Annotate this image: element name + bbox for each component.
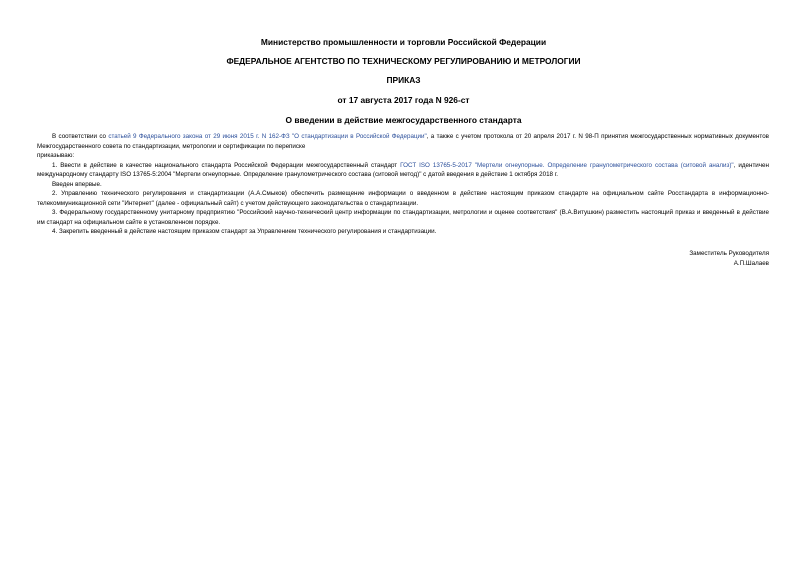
order-word: приказываю: [37, 152, 75, 159]
document-type: ПРИКАЗ [386, 75, 421, 85]
introduced-first-note: Введен впервые. [52, 180, 102, 188]
ministry-name: Министерство промышленности и торговли Российской Федерации [260, 37, 547, 47]
preamble-text: В соответствии со [52, 133, 109, 140]
preamble-text-continued: , а также с учетом протокола от 20 апреля 2017 г. N 98-П принятия межгосударственных нормативных документов Межгосударственного совета по стандартизации, метрологии и сертификации по переписке [37, 133, 770, 150]
item-2-paragraph: 2. Управлению технического регулирования и стандартизации (А.А.Смыков) обеспечить размещение информации о введенном в действие настоящим приказом стандарте на официальном сайте Росстандарта в информационно-телекоммуникационной сети "Интернет" (далее - официальный сайт) с учетом действующего законодательства о стандартизации. [37, 190, 769, 207]
federal-law-link[interactable]: статьей 9 Федерального закона от 29 июня 2015 г. N 162-ФЗ "О стандартизации в Российской Федерации" [108, 133, 427, 140]
document-date-number: от 17 августа 2017 года N 926-ст [337, 95, 470, 105]
agency-name: ФЕДЕРАЛЬНОЕ АГЕНТСТВО ПО ТЕХНИЧЕСКОМУ РЕГУЛИРОВАНИЮ И МЕТРОЛОГИИ [226, 56, 581, 66]
signatory-name: А.П.Шалаев [733, 259, 769, 267]
item-4-paragraph: 4. Закрепить введенный в действие настоящим приказом стандарт за Управлением технического регулирования и стандартизации. [52, 228, 437, 235]
item-1-paragraph [37, 161, 769, 180]
signature-block [689, 249, 769, 268]
item-1-text-continued: , идентичен международному стандарту ISO 13765-5:2004 "Мертели огнеупорные. Определение гранулометрического состава (ситовой метод)" с датой введения в действие 1 октября 2018 г. [37, 161, 769, 178]
signatory-position: Заместитель Руководителя [689, 250, 769, 257]
item-3-paragraph: 3. Федеральному государственному унитарному предприятию "Российский научно-технический центр информации по стандартизации, метрологии и оценке соответствия" (В.А.Витушкин) разместить настоящий приказ и введенный в действие им стандарт на официальном сайте в установленном порядке. [37, 209, 769, 226]
preamble-paragraph [37, 132, 769, 151]
item-1-text: 1. Ввести в действие в качестве национального стандарта Российской Федерации межгосударственный стандарт [52, 161, 401, 169]
gost-standard-link[interactable]: ГОСТ ISO 13765-5-2017 "Мертели огнеупорные. Определение гранулометрического состава (ситовой анализ)" [400, 161, 734, 169]
document-title: О введении в действие межгосударственного стандарта [285, 115, 522, 125]
document-body [37, 132, 769, 237]
